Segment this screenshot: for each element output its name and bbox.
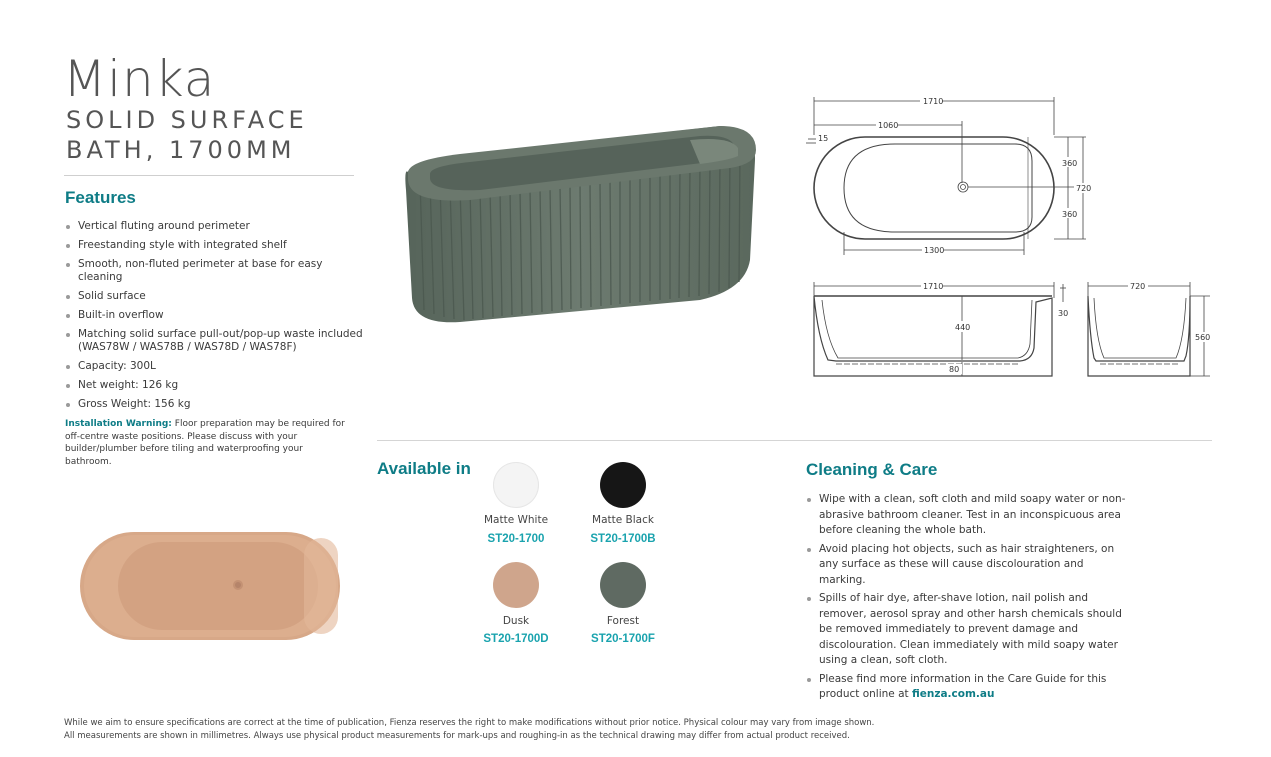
colour-name: Matte White bbox=[483, 514, 549, 526]
care-item: Avoid placing hot objects, such as hair straighteners, on any surface as these will cause discolouration and marking. bbox=[806, 542, 1126, 589]
dim-side-overall: 1710 bbox=[923, 282, 944, 291]
divider bbox=[377, 440, 1212, 441]
dim-side-depth: 440 bbox=[955, 323, 971, 332]
feature-item: Vertical fluting around perimeter bbox=[65, 220, 365, 233]
dim-end-height: 560 bbox=[1195, 333, 1211, 342]
feature-item: Solid surface bbox=[65, 290, 365, 303]
footer-line-1: While we aim to ensure specifications are correct at the time of publication, Fienza reserves the right to make modifications without prior notice. Physical colour may vary from image shown. bbox=[64, 718, 875, 728]
bath-product-image-forest bbox=[400, 120, 765, 330]
colour-code: ST20-1700F bbox=[591, 633, 655, 645]
subtitle-line-1: SOLID SURFACE bbox=[66, 106, 308, 134]
colour-code: ST20-1700D bbox=[483, 633, 549, 645]
fienza-website-link[interactable]: fienza.com.au bbox=[911, 688, 995, 700]
feature-item: Matching solid surface pull-out/pop-up waste included (WAS78W / WAS78B / WAS78D / WAS78F) bbox=[65, 328, 365, 354]
colour-name: Matte Black bbox=[592, 514, 654, 526]
dim-side-shelf-drop: 30 bbox=[1058, 309, 1069, 318]
colour-name: Forest bbox=[606, 615, 640, 627]
dim-top-rim: 15 bbox=[818, 134, 829, 143]
swatch-matte-black bbox=[600, 462, 646, 508]
divider bbox=[64, 175, 354, 176]
technical-drawing-top-view bbox=[800, 95, 1100, 260]
product-subtitle bbox=[66, 105, 308, 165]
product-title: Minka bbox=[63, 50, 216, 108]
care-item: Spills of hair dye, after-shave lotion, nail polish and remover, aerosol spray and other harsh chemicals should be removed immediately to prevent damage and discolouration. Clean immediately with mild soapy water using a clean, soft cloth. bbox=[806, 591, 1126, 669]
colour-code: ST20-1700B bbox=[590, 533, 656, 545]
warning-label: Installation Warning: bbox=[65, 419, 172, 429]
footer-disclaimer bbox=[64, 717, 1214, 743]
feature-item: Capacity: 300L bbox=[65, 360, 365, 373]
colour-name: Dusk bbox=[502, 615, 530, 627]
colour-code: ST20-1700 bbox=[487, 533, 545, 545]
dim-top-half-width-1: 360 bbox=[1062, 159, 1078, 168]
footer-line-2: All measurements are shown in millimetres. Always use physical product measurements for mark-ups and roughing-in as the technical drawing may differ from actual product received. bbox=[64, 731, 850, 741]
feature-item: Freestanding style with integrated shelf bbox=[65, 239, 365, 252]
swatch-forest bbox=[600, 562, 646, 608]
features-heading: Features bbox=[65, 188, 136, 207]
dim-top-width: 720 bbox=[1076, 184, 1092, 193]
installation-warning bbox=[65, 418, 350, 468]
feature-item: Gross Weight: 156 kg bbox=[65, 398, 365, 411]
swatch-dusk bbox=[493, 562, 539, 608]
care-item: Wipe with a clean, soft cloth and mild soapy water or non-abrasive bathroom cleaner. Test in an inconspicuous area before cleaning the whole bath. bbox=[806, 492, 1126, 539]
swatch-matte-white bbox=[493, 462, 539, 508]
dim-top-overall: 1710 bbox=[923, 97, 944, 106]
dim-top-base-length: 1300 bbox=[924, 246, 945, 255]
features-list bbox=[65, 220, 365, 417]
bath-product-image-dusk bbox=[78, 528, 342, 644]
feature-item: Smooth, non-fluted perimeter at base for easy cleaning bbox=[65, 258, 365, 284]
warning-text: Floor preparation may be required for off-centre waste positions. Please discuss with your builder/plumber before tiling and waterproofing your bathroom. bbox=[65, 419, 345, 467]
dim-end-width: 720 bbox=[1130, 282, 1146, 291]
technical-drawing-side-view bbox=[800, 278, 1070, 383]
care-item bbox=[806, 672, 1126, 703]
technical-drawing-end-view bbox=[1080, 278, 1215, 383]
dim-top-half-width-2: 360 bbox=[1062, 210, 1078, 219]
dim-side-base: 80 bbox=[949, 365, 960, 374]
feature-item: Net weight: 126 kg bbox=[65, 379, 365, 392]
feature-item: Built-in overflow bbox=[65, 309, 365, 322]
care-item-text: Please find more information in the Care Guide for this product online at bbox=[819, 672, 1107, 700]
care-list bbox=[806, 492, 1126, 706]
dim-top-waste-offset: 1060 bbox=[878, 121, 899, 130]
subtitle-line-2: BATH, 1700MM bbox=[66, 136, 296, 164]
care-heading: Cleaning & Care bbox=[806, 460, 938, 479]
available-heading: Available in bbox=[377, 459, 471, 478]
